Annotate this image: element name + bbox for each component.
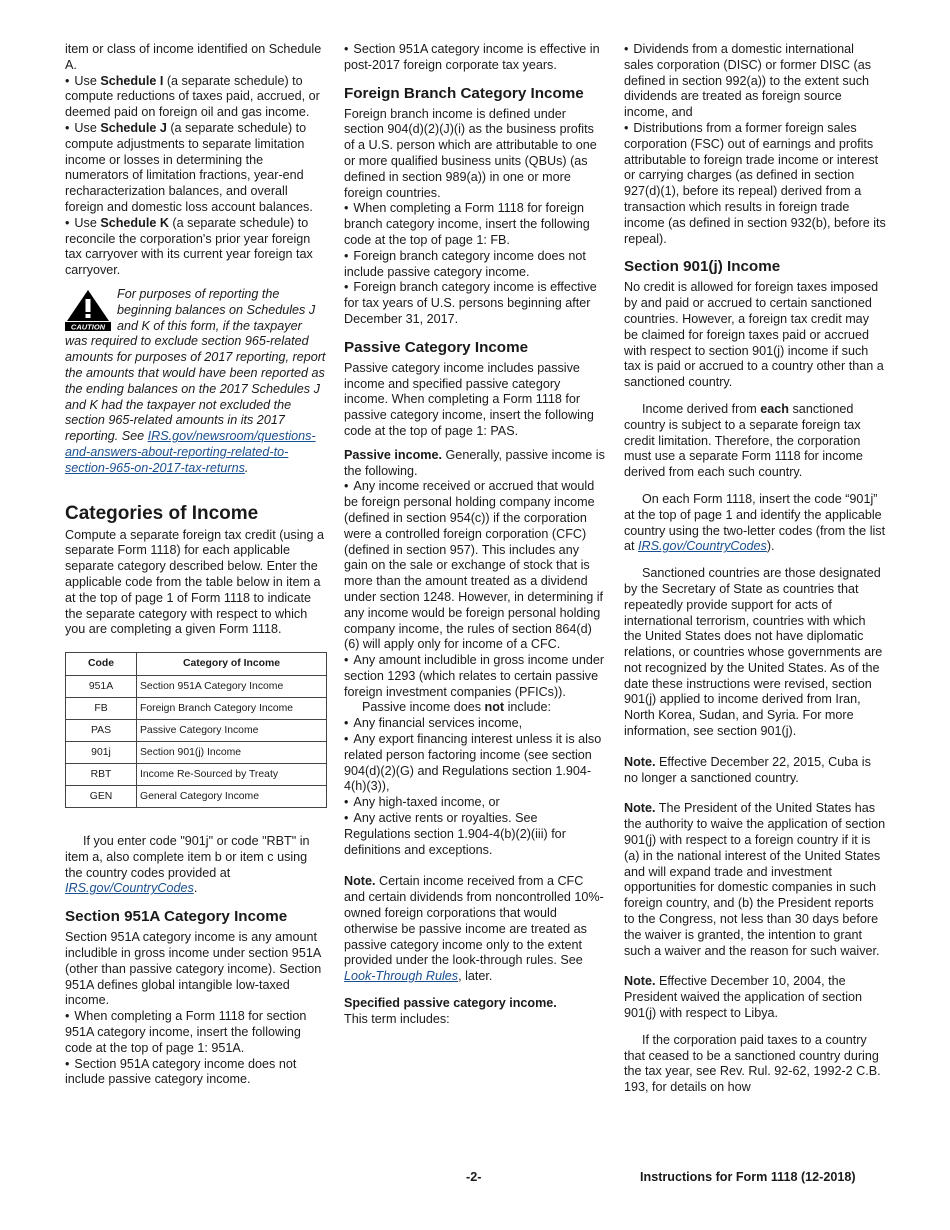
table-row: 951A Section 951A Category Income: [66, 676, 327, 698]
bullet: • Distributions from a former foreign sales corporation (FSC) out of earnings and profits attributable to foreign trade income or interest or carrying charges (as defined in section 927(d)(1), before its repeal) derived from a transaction which results in foreign trade income (as defined in section 932(b), before its repeal).: [624, 121, 886, 247]
bullet: • Foreign branch category income is effective for tax years of U.S. persons beginning after December 31, 2017.: [344, 280, 606, 327]
paragraph: Passive income does not include:: [362, 700, 552, 715]
bullet: • When completing a Form 1118 for section 951A category income, insert the following code at the top of page 1: 951A.: [65, 1009, 327, 1056]
paragraph: Passive income. Generally, passive income is the following.: [344, 447, 605, 478]
paragraph: Compute a separate foreign tax credit (using a separate Form 1118) for each applicable separate category described below. Enter the applicable code from the table below in item a at the top of page 1 of Form 1118 to indicate the separate category with respect to which you are completing a given Form 1118.: [65, 527, 325, 637]
category-code-table: [65, 652, 327, 808]
paragraph: Income derived from each sanctioned country is subject to a separate foreign tax credit limitation. Therefore, the corporation must use a separate Form 1118 for income derived from each such country.: [624, 401, 863, 480]
paragraph: Section 951A category income is any amount includible in gross income under section 951A (other than passive category income). Section 951A defines global intangible low-taxed income.: [65, 930, 322, 1008]
country-codes-link[interactable]: IRS.gov/CountryCodes: [638, 539, 767, 554]
paragraph: item or class of income identified on Schedule A.: [65, 42, 322, 72]
note: Note. Effective December 22, 2015, Cuba is no longer a sanctioned country.: [624, 754, 871, 785]
bullet-schedule-j: • Use Schedule J (a separate schedule) to compute adjustments to separate limitation income or losses in determining the numerators of limitation fractions, year-end recharacterization balances, and overall foreign and domestic loss account balances.: [65, 121, 327, 216]
look-through-rules-link[interactable]: Look-Through Rules: [344, 969, 459, 984]
table-row: GEN General Category Income: [66, 786, 327, 808]
note: Note. Certain income received from a CFC and certain dividends from noncontrolled 10%-owned foreign corporations that would otherwise be passive income are treated as passive category income only to the extent provided under the look-through rules. See Look-Through Rules, later.: [344, 874, 604, 984]
heading-foreign-branch: Foreign Branch Category Income: [344, 84, 584, 102]
caution-icon: [65, 289, 111, 331]
bullet: • Any export financing interest unless it is also related person factoring income (see section 904(d)(2)(G) and Regulations section 1.904-4(h)(3)),: [344, 732, 606, 795]
table-row: PAS Passive Category Income: [66, 720, 327, 742]
bullet: • Any income received or accrued that would be foreign personal holding company income (defined in section 954(c)) if the corporation were a controlled foreign corporation (CFC) (defined in section 957). This includes any gain on the sale or exchange of stock that is more than the amount treated as a dividend under section 1248. However, in determining if any income would be foreign personal holding company income, the rules of section 864(d)(6) will apply only for income of a CFC.: [344, 479, 606, 653]
heading-categories-of-income: Categories of Income: [65, 502, 259, 524]
paragraph: No credit is allowed for foreign taxes imposed by and paid or accrued to certain sanctioned countries. However, a foreign tax credit may be claimed for foreign taxes paid or accrued with respect to section 901(j) income if such tax is paid or accrued to a country other than a sanctioned country.: [624, 280, 884, 390]
bullet: • Section 951A category income does not include passive category income.: [65, 1057, 327, 1089]
country-codes-link[interactable]: IRS.gov/CountryCodes: [65, 881, 194, 896]
bullet: • Any high-taxed income, or: [344, 795, 606, 811]
table-row: RBT Income Re-Sourced by Treaty: [66, 764, 327, 786]
paragraph: If the corporation paid taxes to a country that ceased to be a sanctioned country during the tax year, see Rev. Rul. 92-62, 1992-2 C.B. 193, for details on how: [624, 1032, 881, 1095]
bullet: • Any amount includible in gross income under section 1293 (which relates to certain passive foreign investment companies (PFICs)).: [344, 653, 606, 700]
bullet: • Dividends from a domestic international sales corporation (DISC) or former DISC (as defined in section 992(a)) to the extent such dividends are treated as foreign source income, and: [624, 42, 886, 121]
heading-section-951a: Section 951A Category Income: [65, 908, 288, 926]
caution-label: CAUTION: [70, 322, 106, 331]
table-row: FB Foreign Branch Category Income: [66, 698, 327, 720]
column-3: [624, 42, 886, 1096]
paragraph: Specified passive category income. This term includes:: [344, 996, 557, 1026]
caution-box: CAUTION For purposes of reporting the beginning balances on Schedules J and K of this form, if the taxpayer was required to exclude section 965-related amounts for purposes of 2017 reporting, report the amounts that would have been reported as the ending balances on the 2017 Schedules J and K had the taxpayer not excluded the section 965-related amounts in its 2017 reporting. See IRS.gov/newsroom/questions-and-answers-about-reporting-related-to-section-965-on-2017-tax-returns.: [65, 286, 326, 475]
bullet: • When completing a Form 1118 for foreign branch category income, insert the following code at the top of page 1: FB.: [344, 201, 606, 248]
paragraph: Foreign branch income is defined under section 904(d)(2)(J)(i) as the business profits of a U.S. person which are attributable to one or more qualified business units (QBUs) (as defined in section 989(a)) in one or more foreign countries.: [344, 106, 597, 200]
caution-text: For purposes of reporting the beginning balances on Schedules J and K of this form, if the taxpayer was required to exclude section 965-related amounts for purposes of 2017 reporting, report the amounts that would have been reported as the ending balances on the 2017 Schedules J and K had the taxpayer not excluded the section 965-related amounts in its 2017 reporting. See: [65, 286, 326, 444]
paragraph: Sanctioned countries are those designated by the Secretary of State as countries that repeatedly provide support for acts of international terrorism, countries with which the United States does not have diplomatic relations, or countries whose governments are not recognized by the United States. As of the date these instructions were revised, section 901(j) applied to income derived from Iran, North Korea, Sudan, and Syria. For more information, see section 901(j).: [624, 566, 883, 739]
page-number: -2-: [466, 1170, 482, 1184]
note: Note. The President of the United States has the authority to waive the application of section 901(j) with respect to a foreign country if it is (a) in the national interest of the United States and will expand trade and investment opportunities for domestic companies in such foreign country, and (b) the President reports to the Congress, not less than 30 days before the waiver is granted, the intention to grant such a waiver and the reason for such waiver.: [624, 801, 886, 958]
heading-section-901j: Section 901(j) Income: [624, 258, 781, 276]
bullet: • Any active rents or royalties. See Regulations section 1.904-4(b)(2)(iii) for definitions and exceptions.: [344, 811, 606, 858]
bullet: • Section 951A category income is effective in post-2017 foreign corporate tax years.: [344, 42, 606, 74]
table-header-category: Category of Income: [137, 653, 327, 676]
bullet: • Foreign branch category income does not include passive category income.: [344, 249, 606, 281]
table-row: 901j Section 901(j) Income: [66, 742, 327, 764]
paragraph: If you enter code "901j" or code "RBT" in item a, also complete item b or item c using the country codes provided at IRS.gov/CountryCodes.: [65, 834, 310, 896]
column-1: [65, 42, 327, 1088]
footer-title: Instructions for Form 1118 (12-2018): [640, 1170, 856, 1184]
heading-passive-category: Passive Category Income: [344, 338, 529, 356]
column-2: [344, 42, 606, 1028]
caution-link[interactable]: IRS.gov/newsroom/questions-and-answers-about-reporting-related-to-section-965-on-2017-tax-returns: [65, 429, 316, 475]
bullet: • Any financial services income,: [344, 716, 606, 732]
table-header-code: Code: [66, 653, 137, 676]
bullet-schedule-i: • Use Schedule I (a separate schedule) to compute reductions of taxes paid, accrued, or deemed paid on foreign oil and gas income.: [65, 74, 327, 121]
bullet-schedule-k: • Use Schedule K (a separate schedule) to reconcile the corporation's prior year foreign tax carryover with its current year foreign tax carryover.: [65, 216, 327, 279]
note: Note. Effective December 10, 2004, the President waived the application of section 901(j) with respect to Libya.: [624, 974, 863, 1021]
paragraph: On each Form 1118, insert the code “901j” at the top of page 1 and identify the applicable country using the two-letter codes (from the list at IRS.gov/CountryCodes).: [624, 491, 886, 554]
paragraph: Passive category income includes passive income and specified passive category income. When completing a Form 1118 for passive category income, insert the following code at the top of page 1: PAS.: [344, 360, 594, 438]
